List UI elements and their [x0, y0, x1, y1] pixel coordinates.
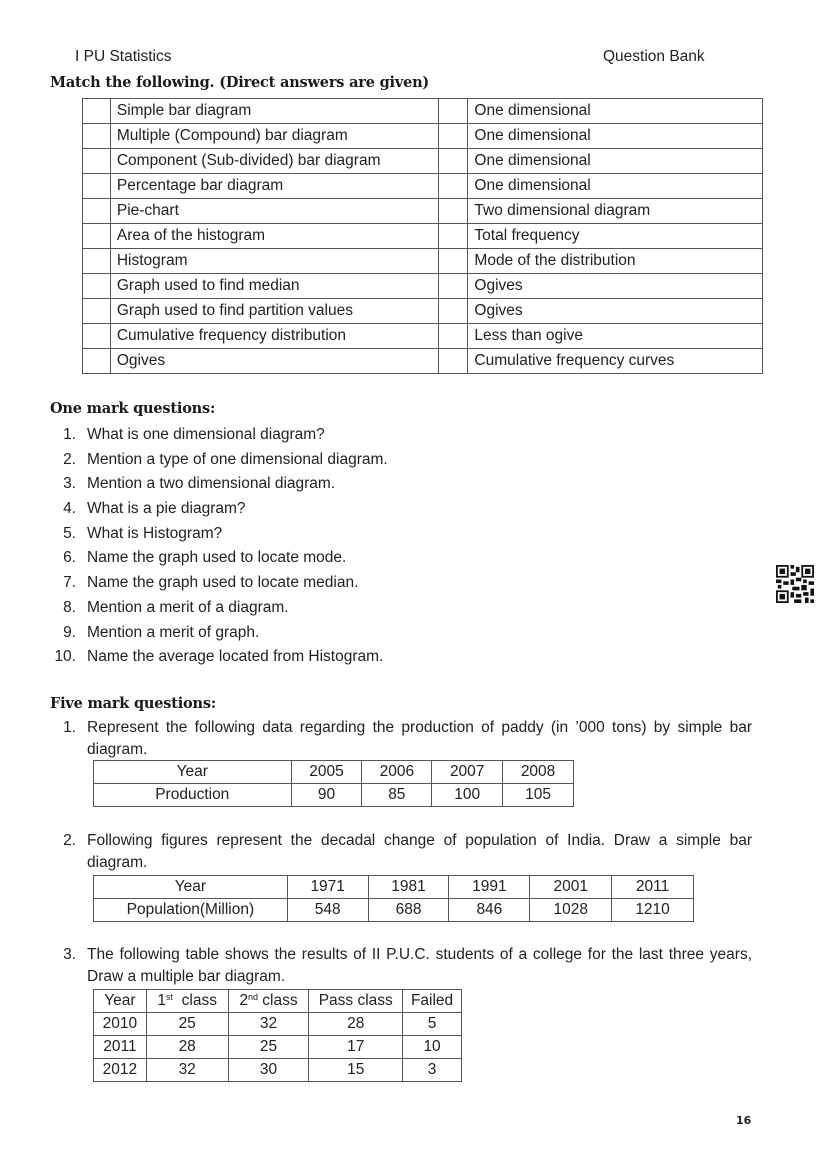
year-cell: 2010	[94, 1013, 147, 1036]
blank-cell	[83, 349, 111, 374]
match-answer: Mode of the distribution	[468, 249, 763, 274]
question-text: Name the graph used to locate median.	[87, 574, 359, 592]
match-table	[82, 98, 763, 374]
match-row	[83, 349, 763, 374]
question-text: Name the graph used to locate mode.	[87, 549, 347, 567]
year-cell: 2008	[503, 761, 574, 784]
match-answer: One dimensional	[468, 124, 763, 149]
question-text: Mention a type of one dimensional diagram.	[87, 450, 388, 468]
value-cell: 32	[146, 1059, 228, 1082]
superscript: nd	[247, 992, 258, 1002]
blank-cell	[83, 274, 111, 299]
year-cell: 1981	[368, 876, 449, 899]
header-text: 2	[239, 992, 248, 1009]
blank-cell	[438, 124, 468, 149]
blank-cell	[438, 199, 468, 224]
question-text: What is Histogram?	[87, 524, 223, 542]
value-cell: 25	[228, 1036, 309, 1059]
question-number: 7.	[63, 574, 76, 592]
year-cell: 2006	[362, 761, 432, 784]
population-table	[93, 875, 694, 922]
match-item: Percentage bar diagram	[110, 174, 438, 199]
question-number: 10.	[54, 648, 76, 666]
one-mark-title: One mark questions:	[50, 400, 216, 417]
match-item: Histogram	[110, 249, 438, 274]
year-cell: 2001	[530, 876, 612, 899]
value-cell: 30	[228, 1059, 309, 1082]
question-number: 6.	[63, 549, 76, 567]
question-number: 2.	[63, 832, 76, 849]
value-cell: 32	[228, 1013, 309, 1036]
match-item: Area of the histogram	[110, 224, 438, 249]
match-answer: Ogives	[468, 274, 763, 299]
question-text: The following table shows the results of II P.U.C. students of a college for the last three years, Draw a multiple bar diagram.	[87, 946, 752, 985]
match-item: Ogives	[110, 349, 438, 374]
header-year: Year	[94, 990, 147, 1013]
value-cell: 688	[368, 899, 449, 922]
blank-cell	[438, 249, 468, 274]
header-failed: Failed	[403, 990, 462, 1013]
qr-code-icon	[776, 565, 814, 603]
table-row	[94, 784, 574, 807]
blank-cell	[438, 99, 468, 124]
question-text: Name the average located from Histogram.	[87, 648, 384, 666]
question-number: 2.	[63, 450, 76, 468]
match-row	[83, 324, 763, 349]
paddy-production-table	[93, 760, 574, 807]
header-pass-class: Pass class	[309, 990, 403, 1013]
table-row	[94, 1013, 462, 1036]
blank-cell	[438, 149, 468, 174]
match-answer: Total frequency	[468, 224, 763, 249]
blank-cell	[438, 274, 468, 299]
value-cell: 846	[449, 899, 530, 922]
match-row	[83, 274, 763, 299]
value-cell: 28	[146, 1036, 228, 1059]
header-subject: I PU Statistics	[75, 48, 172, 65]
question-text: What is one dimensional diagram?	[87, 426, 325, 443]
match-item: Pie-chart	[110, 199, 438, 224]
year-cell: 2011	[612, 876, 694, 899]
blank-cell	[83, 174, 111, 199]
match-item: Graph used to find median	[110, 274, 438, 299]
match-row	[83, 299, 763, 324]
match-row	[83, 199, 763, 224]
question-number: 1.	[63, 719, 76, 736]
question-text: Represent the following data regarding the production of paddy (in ’000 tons) by simple bar diagram.	[87, 719, 752, 758]
year-cell: 2012	[94, 1059, 147, 1082]
year-cell: 2007	[432, 761, 503, 784]
match-item: Simple bar diagram	[110, 99, 438, 124]
match-item: Cumulative frequency distribution	[110, 324, 438, 349]
match-section-title: Match the following. (Direct answers are given)	[50, 74, 430, 91]
row-label: Population(Million)	[94, 899, 288, 922]
match-answer: One dimensional	[468, 174, 763, 199]
header-second-class	[228, 990, 309, 1013]
value-cell: 90	[291, 784, 362, 807]
table-row	[94, 1059, 462, 1082]
results-table	[93, 989, 462, 1082]
blank-cell	[438, 324, 468, 349]
question-text: Following figures represent the decadal change of population of India. Draw a simple bar diagram.	[87, 832, 752, 871]
superscript: st	[166, 992, 174, 1002]
value-cell: 3	[403, 1059, 462, 1082]
table-header-row	[94, 990, 462, 1013]
value-cell: 1210	[612, 899, 694, 922]
blank-cell	[83, 99, 111, 124]
table-row	[94, 761, 574, 784]
table-row	[94, 1036, 462, 1059]
match-row	[83, 124, 763, 149]
value-cell: 10	[403, 1036, 462, 1059]
five-mark-title: Five mark questions:	[50, 695, 216, 712]
match-answer: One dimensional	[468, 149, 763, 174]
match-row	[83, 249, 763, 274]
value-cell: 100	[432, 784, 503, 807]
header-first-class	[146, 990, 228, 1013]
match-row	[83, 224, 763, 249]
year-cell: 1991	[449, 876, 530, 899]
blank-cell	[438, 224, 468, 249]
value-cell: 548	[287, 899, 368, 922]
value-cell: 28	[309, 1013, 403, 1036]
table-row	[94, 899, 694, 922]
blank-cell	[83, 224, 111, 249]
value-cell: 25	[146, 1013, 228, 1036]
value-cell: 1028	[530, 899, 612, 922]
match-answer: Ogives	[468, 299, 763, 324]
value-cell: 17	[309, 1036, 403, 1059]
question-text: Mention a two dimensional diagram.	[87, 475, 336, 493]
question-text: Mention a merit of graph.	[87, 623, 260, 641]
blank-cell	[83, 299, 111, 324]
header-title: Question Bank	[603, 48, 705, 65]
match-item: Component (Sub-divided) bar diagram	[110, 149, 438, 174]
value-cell: 85	[362, 784, 432, 807]
blank-cell	[83, 199, 111, 224]
header-text: 1	[157, 992, 167, 1009]
header-text: class	[257, 992, 298, 1009]
value-cell: 105	[503, 784, 574, 807]
question-number: 3.	[63, 946, 76, 963]
match-row	[83, 174, 763, 199]
match-item: Graph used to find partition values	[110, 299, 438, 324]
year-cell: 2005	[291, 761, 362, 784]
blank-cell	[83, 149, 111, 174]
year-cell: 1971	[287, 876, 368, 899]
row-label: Year	[94, 761, 292, 784]
match-row	[83, 99, 763, 124]
year-cell: 2011	[94, 1036, 147, 1059]
match-answer: Less than ogive	[468, 324, 763, 349]
question-number: 9.	[63, 623, 76, 641]
table-row	[94, 876, 694, 899]
blank-cell	[83, 249, 111, 274]
blank-cell	[83, 324, 111, 349]
question-number: 3.	[63, 475, 76, 493]
question-number: 8.	[63, 598, 76, 616]
page-number: 16	[736, 1114, 752, 1127]
match-answer: Two dimensional diagram	[468, 199, 763, 224]
value-cell: 15	[309, 1059, 403, 1082]
blank-cell	[438, 349, 468, 374]
row-label: Year	[94, 876, 288, 899]
question-number: 1.	[63, 426, 76, 443]
match-answer: One dimensional	[468, 99, 763, 124]
match-row	[83, 149, 763, 174]
value-cell: 5	[403, 1013, 462, 1036]
blank-cell	[83, 124, 111, 149]
row-label: Production	[94, 784, 292, 807]
question-number: 4.	[63, 500, 76, 518]
header-text: class	[173, 992, 217, 1009]
blank-cell	[438, 299, 468, 324]
blank-cell	[438, 174, 468, 199]
question-text: Mention a merit of a diagram.	[87, 598, 289, 616]
question-text: What is a pie diagram?	[87, 500, 246, 518]
question-number: 5.	[63, 524, 76, 542]
match-item: Multiple (Compound) bar diagram	[110, 124, 438, 149]
match-answer: Cumulative frequency curves	[468, 349, 763, 374]
